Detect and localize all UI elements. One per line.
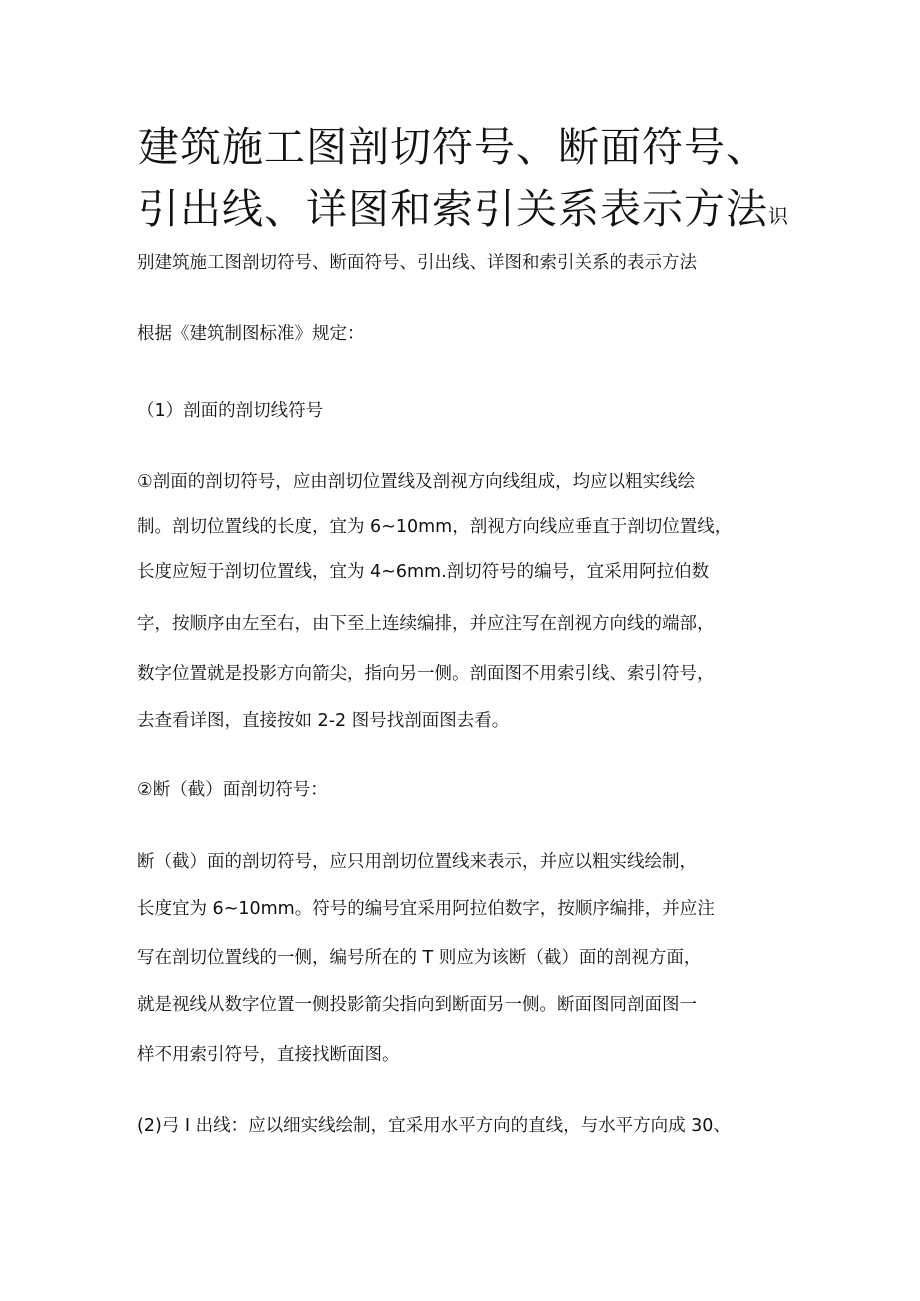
section-1-heading: （1）剖面的剖切线符号 xyxy=(137,401,324,421)
document-title-line-2 xyxy=(138,176,898,235)
paragraph-1-line: 字，按顺序由左至右，由下至上连续编排，并应注写在剖视方向线的端部， xyxy=(137,614,715,634)
document-title-line-1: 建筑施工图剖切符号、断面符号、 xyxy=(138,123,768,171)
document-subtitle: 别建筑施工图剖切符号、断面符号、引出线、详图和索引关系的表示方法 xyxy=(137,253,697,273)
paragraph-3-line: (2)弓 I 出线：应以细实线绘制，宜采用水平方向的直线，与水平方向成 30、 xyxy=(137,1116,731,1136)
document-title-suffix: 识 xyxy=(768,204,788,228)
intro-text: 根据《建筑制图标准》规定： xyxy=(137,324,365,344)
paragraph-2-line: 断（截）面的剖切符号，应只用剖切位置线来表示，并应以粗实线绘制， xyxy=(137,852,697,872)
paragraph-2-heading: ②断（截）面剖切符号： xyxy=(137,780,328,800)
document-title-line-2-text: 引出线、详图和索引关系表示方法 xyxy=(138,185,768,233)
paragraph-1-line: 长度应短于剖切位置线，宜为 4~6mm.剖切符号的编号，宜采用阿拉伯数 xyxy=(137,562,710,582)
paragraph-2-line: 长度宜为 6~10mm。符号的编号宜采用阿拉伯数字，按顺序编排，并应注 xyxy=(137,899,715,919)
paragraph-1-line: ①剖面的剖切符号，应由剖切位置线及剖视方向线组成，均应以粗实线绘 xyxy=(137,472,696,492)
paragraph-2-line: 写在剖切位置线的一侧，编号所在的 T 则应为该断（截）面的剖视方面， xyxy=(137,948,702,968)
paragraph-1-line: 去查看详图，直接按如 2-2 图号找剖面图去看。 xyxy=(137,711,510,731)
paragraph-2-line: 就是视线从数字位置一侧投影箭尖指向到断面另一侧。断面图同剖面图一 xyxy=(137,995,697,1015)
paragraph-1-line: 制。剖切位置线的长度，宜为 6~10mm，剖视方向线应垂直于剖切位置线， xyxy=(137,517,733,537)
paragraph-2-line: 样不用索引符号，直接找断面图。 xyxy=(137,1045,400,1065)
paragraph-1-line: 数字位置就是投影方向箭尖，指向另一侧。剖面图不用索引线、索引符号， xyxy=(137,664,715,684)
